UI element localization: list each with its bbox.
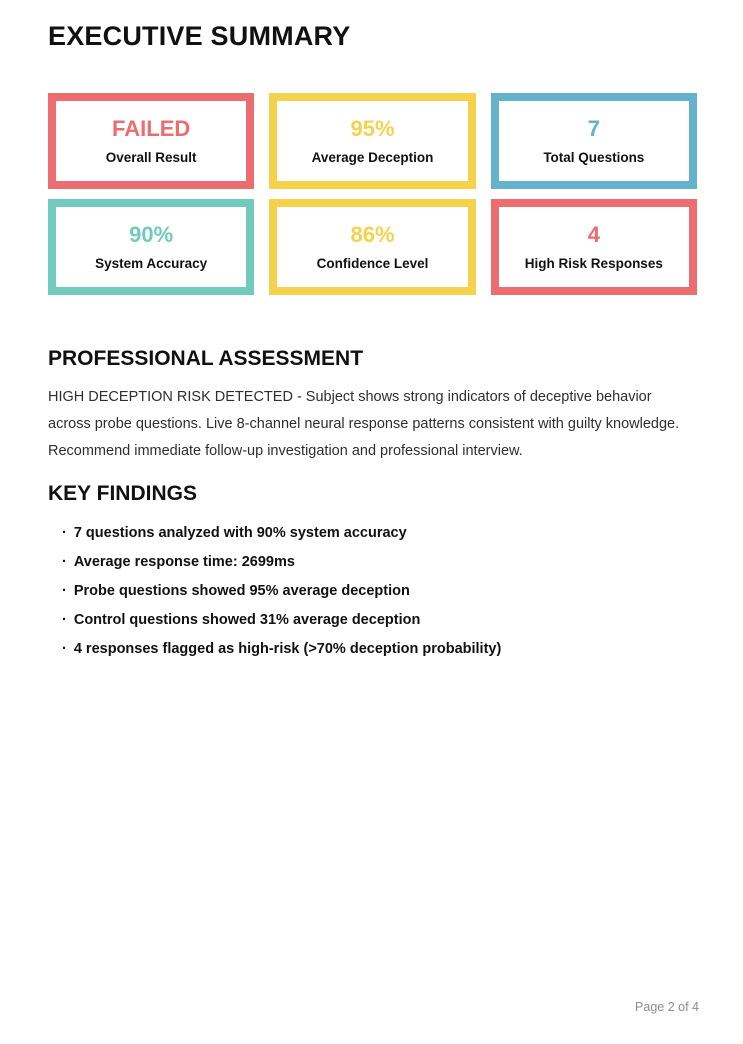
finding-text: Average response time: 2699ms bbox=[73, 554, 295, 570]
assessment-heading: PROFESSIONAL ASSESSMENT bbox=[48, 347, 364, 370]
page-title: EXECUTIVE SUMMARY bbox=[48, 21, 351, 51]
stat-card-high-risk-responses bbox=[491, 199, 697, 295]
stat-card-average-deception bbox=[269, 93, 475, 189]
bullet-icon: · bbox=[62, 583, 67, 599]
bullet-icon: · bbox=[62, 554, 67, 570]
page-number: Page 2 of 4 bbox=[635, 1000, 699, 1014]
stat-value: 86% bbox=[350, 222, 395, 247]
stat-value: 95% bbox=[350, 116, 395, 141]
stat-label: Average Deception bbox=[311, 150, 434, 165]
stat-value: 90% bbox=[129, 222, 174, 247]
assessment-body: HIGH DECEPTION RISK DETECTED - Subject shows strong indicators of deceptive behavior across probe questions. Live 8-channel neural response patterns consistent with guilty knowledge. Recommend immediate follow-up investigation and professional interview. bbox=[48, 389, 680, 459]
finding-item bbox=[62, 606, 697, 635]
stat-value: 7 bbox=[587, 116, 600, 141]
bullet-icon: · bbox=[62, 641, 67, 657]
stat-card-system-accuracy bbox=[48, 199, 254, 295]
bullet-icon: · bbox=[62, 525, 67, 541]
stat-label: High Risk Responses bbox=[524, 256, 663, 271]
finding-text: 4 responses flagged as high-risk (>70% deception probability) bbox=[73, 641, 502, 657]
stat-card-total-questions bbox=[491, 93, 697, 189]
finding-text: Control questions showed 31% average deception bbox=[73, 612, 421, 628]
findings-list bbox=[48, 519, 697, 664]
stat-label: Overall Result bbox=[105, 150, 197, 165]
stat-card-confidence-level bbox=[269, 199, 475, 295]
finding-item bbox=[62, 635, 697, 664]
stat-label: System Accuracy bbox=[95, 256, 208, 271]
findings-heading: KEY FINDINGS bbox=[48, 482, 197, 505]
finding-text: Probe questions showed 95% average deception bbox=[73, 583, 410, 599]
finding-text: 7 questions analyzed with 90% system accuracy bbox=[73, 525, 407, 541]
stat-label: Confidence Level bbox=[316, 256, 429, 271]
bullet-icon: · bbox=[62, 612, 67, 628]
stat-card-grid bbox=[48, 93, 697, 295]
stat-value: FAILED bbox=[112, 116, 191, 141]
finding-item bbox=[62, 577, 697, 606]
finding-item bbox=[62, 519, 697, 548]
finding-item bbox=[62, 548, 697, 577]
stat-label: Total Questions bbox=[543, 150, 645, 165]
stat-value: 4 bbox=[587, 222, 600, 247]
stat-card-overall-result bbox=[48, 93, 254, 189]
